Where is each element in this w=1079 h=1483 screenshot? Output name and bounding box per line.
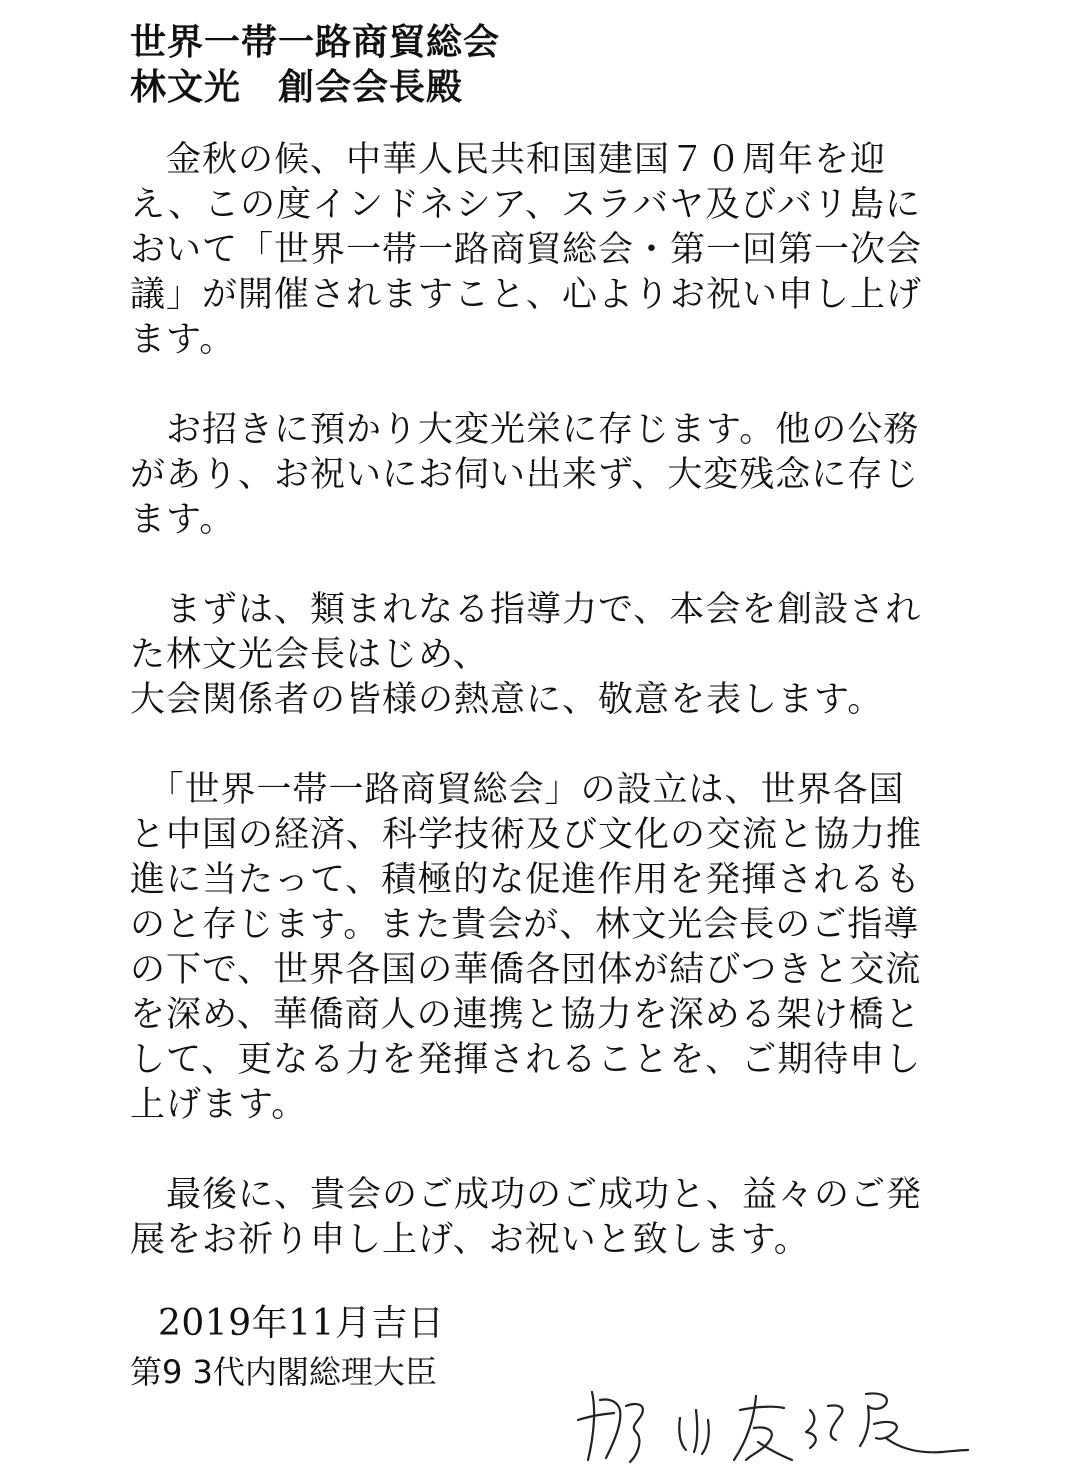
signature-stroke	[734, 1396, 756, 1460]
signature-stroke	[874, 1422, 968, 1452]
paragraph-closing: 最後に、貴会のご成功のご成功と、益々のご発展をお祈り申し上げ、お祝いと致します。	[130, 1175, 923, 1260]
paragraph-respect: まずは、類まれなる指導力で、本会を創設された林文光会長はじめ、 大会関係者の皆様の熱意に、敬意を表します。	[130, 590, 922, 720]
signature-stroke	[828, 1405, 842, 1440]
letter	[130, 20, 930, 1308]
signature-stroke	[588, 1392, 594, 1460]
paragraph-greeting: 金秋の候、中華人民共和国建国７０周年を迎え、この度インドネシア、スラバヤ及びバリ島において「世界一帯一路商貿総会・第一回第一次会議」が開催されますこと、心よりお祝い申し上げます。	[130, 140, 923, 360]
handwritten-signature	[570, 1380, 970, 1480]
signature-stroke	[746, 1428, 792, 1461]
signature-stroke	[600, 1399, 620, 1458]
signature-stroke	[578, 1413, 614, 1420]
signature-stroke	[702, 1420, 709, 1454]
signature-stroke	[679, 1418, 686, 1450]
signature-stroke	[806, 1410, 816, 1448]
signature-stroke	[694, 1410, 697, 1452]
signature-stroke	[626, 1404, 643, 1462]
paragraph-expectation: 「世界一帯一路商貿総会」の設立は、世界各国と中国の経済、科学技術及び文化の交流と協力推進に当たって、積極的な促進作用を発揮されるものと存じます。また貴会が、林文光会長のご指導の下で、世界各国の華僑各団体が結びつきと交流を深め、華僑商人の連携と協力を深める架け橋として、更なる力を発揮されることを、ご期待申し上げます。	[130, 770, 923, 1125]
addressee-block	[130, 20, 930, 110]
sender-title: 第9 3代内閣総理大臣	[130, 1353, 437, 1391]
letter-body	[130, 138, 930, 1263]
letter-date: 2019年11月吉日	[158, 1303, 445, 1344]
paragraph-regret: お招きに預かり大変光栄に存じます。他の公務があり、お祝いにお伺い出来ず、大変残念に存じます。	[130, 410, 920, 540]
addressee-organization: 世界一帯一路商貿総会	[130, 22, 501, 63]
signature-stroke	[740, 1407, 784, 1410]
addressee-person: 林文光 創会会長殿	[130, 67, 464, 108]
